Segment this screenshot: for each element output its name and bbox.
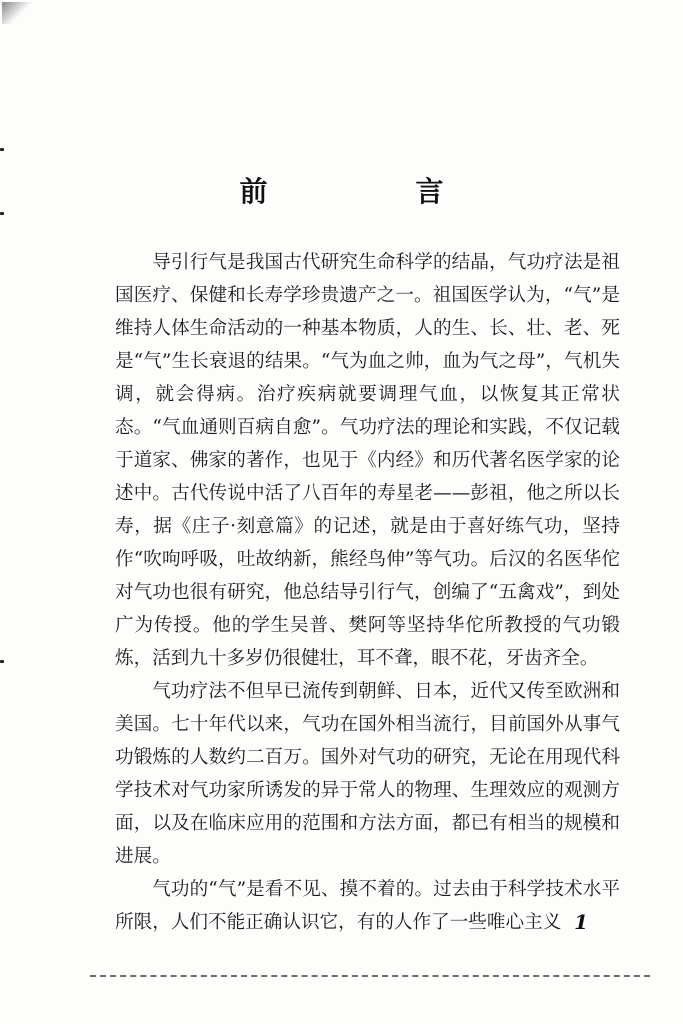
paragraph-1: 导引行气是我国古代研究生命科学的结晶，气功疗法是祖国医疗、保健和长寿学珍贵遗产之一。祖国医学认为，“气”是维持人体生命活动的一种基本物质，人的生、长、壮、老、死是“气”生长衰退的结果。“气为血之帅，血为气之母”，气机失调，就会得病。治疗疾病就要调理气血，以恢复其正常状态。“气血通则百病自愈”。气功疗法的理论和实践，不仅记载于道家、佛家的著作，也见于《内经》和历代著名医学家的论述中。古代传说中活了八百年的寿星老——彭祖，他之所以长寿，据《庄子·刻意篇》的记述，就是由于喜好练气功，坚持作“吹呴呼吸，吐故纳新，熊经鸟伸”等气功。后汉的名医华佗对气功也很有研究，他总结导引行气，创编了“五禽戏”，到处广为传授。他的学生吴普、樊阿等坚持华佗所教授的气功锻炼，活到九十多岁仍很健壮，耳不聋，眼不花，牙齿齐全。	[115, 252, 620, 669]
scan-corner-mark	[2, 2, 32, 24]
scan-speck	[0, 660, 4, 663]
paragraph-3: 气功的“气”是看不见、摸不着的。过去由于科学技术水平所限，人们不能正确认识它，有的人作了一些唯心主义	[115, 879, 620, 933]
body-text	[115, 246, 620, 939]
scan-speck	[0, 212, 4, 215]
paragraph-2: 气功疗法不但早已流传到朝鲜、日本，近代又传至欧洲和美国。七十年代以来，气功在国外相当流行，目前国外从事气功锻炼的人数约二百万。国外对气功的研究，无论在用现代科学技术对气功家所诱发的异于常人的物理、生理效应的观测方面，以及在临床应用的范围和方法方面，都已有相当的规模和进展。	[115, 681, 620, 867]
page-title: 前 言	[239, 175, 504, 208]
bottom-rule	[90, 975, 650, 977]
page-number: 1	[574, 910, 588, 934]
scan-speck	[0, 148, 4, 151]
